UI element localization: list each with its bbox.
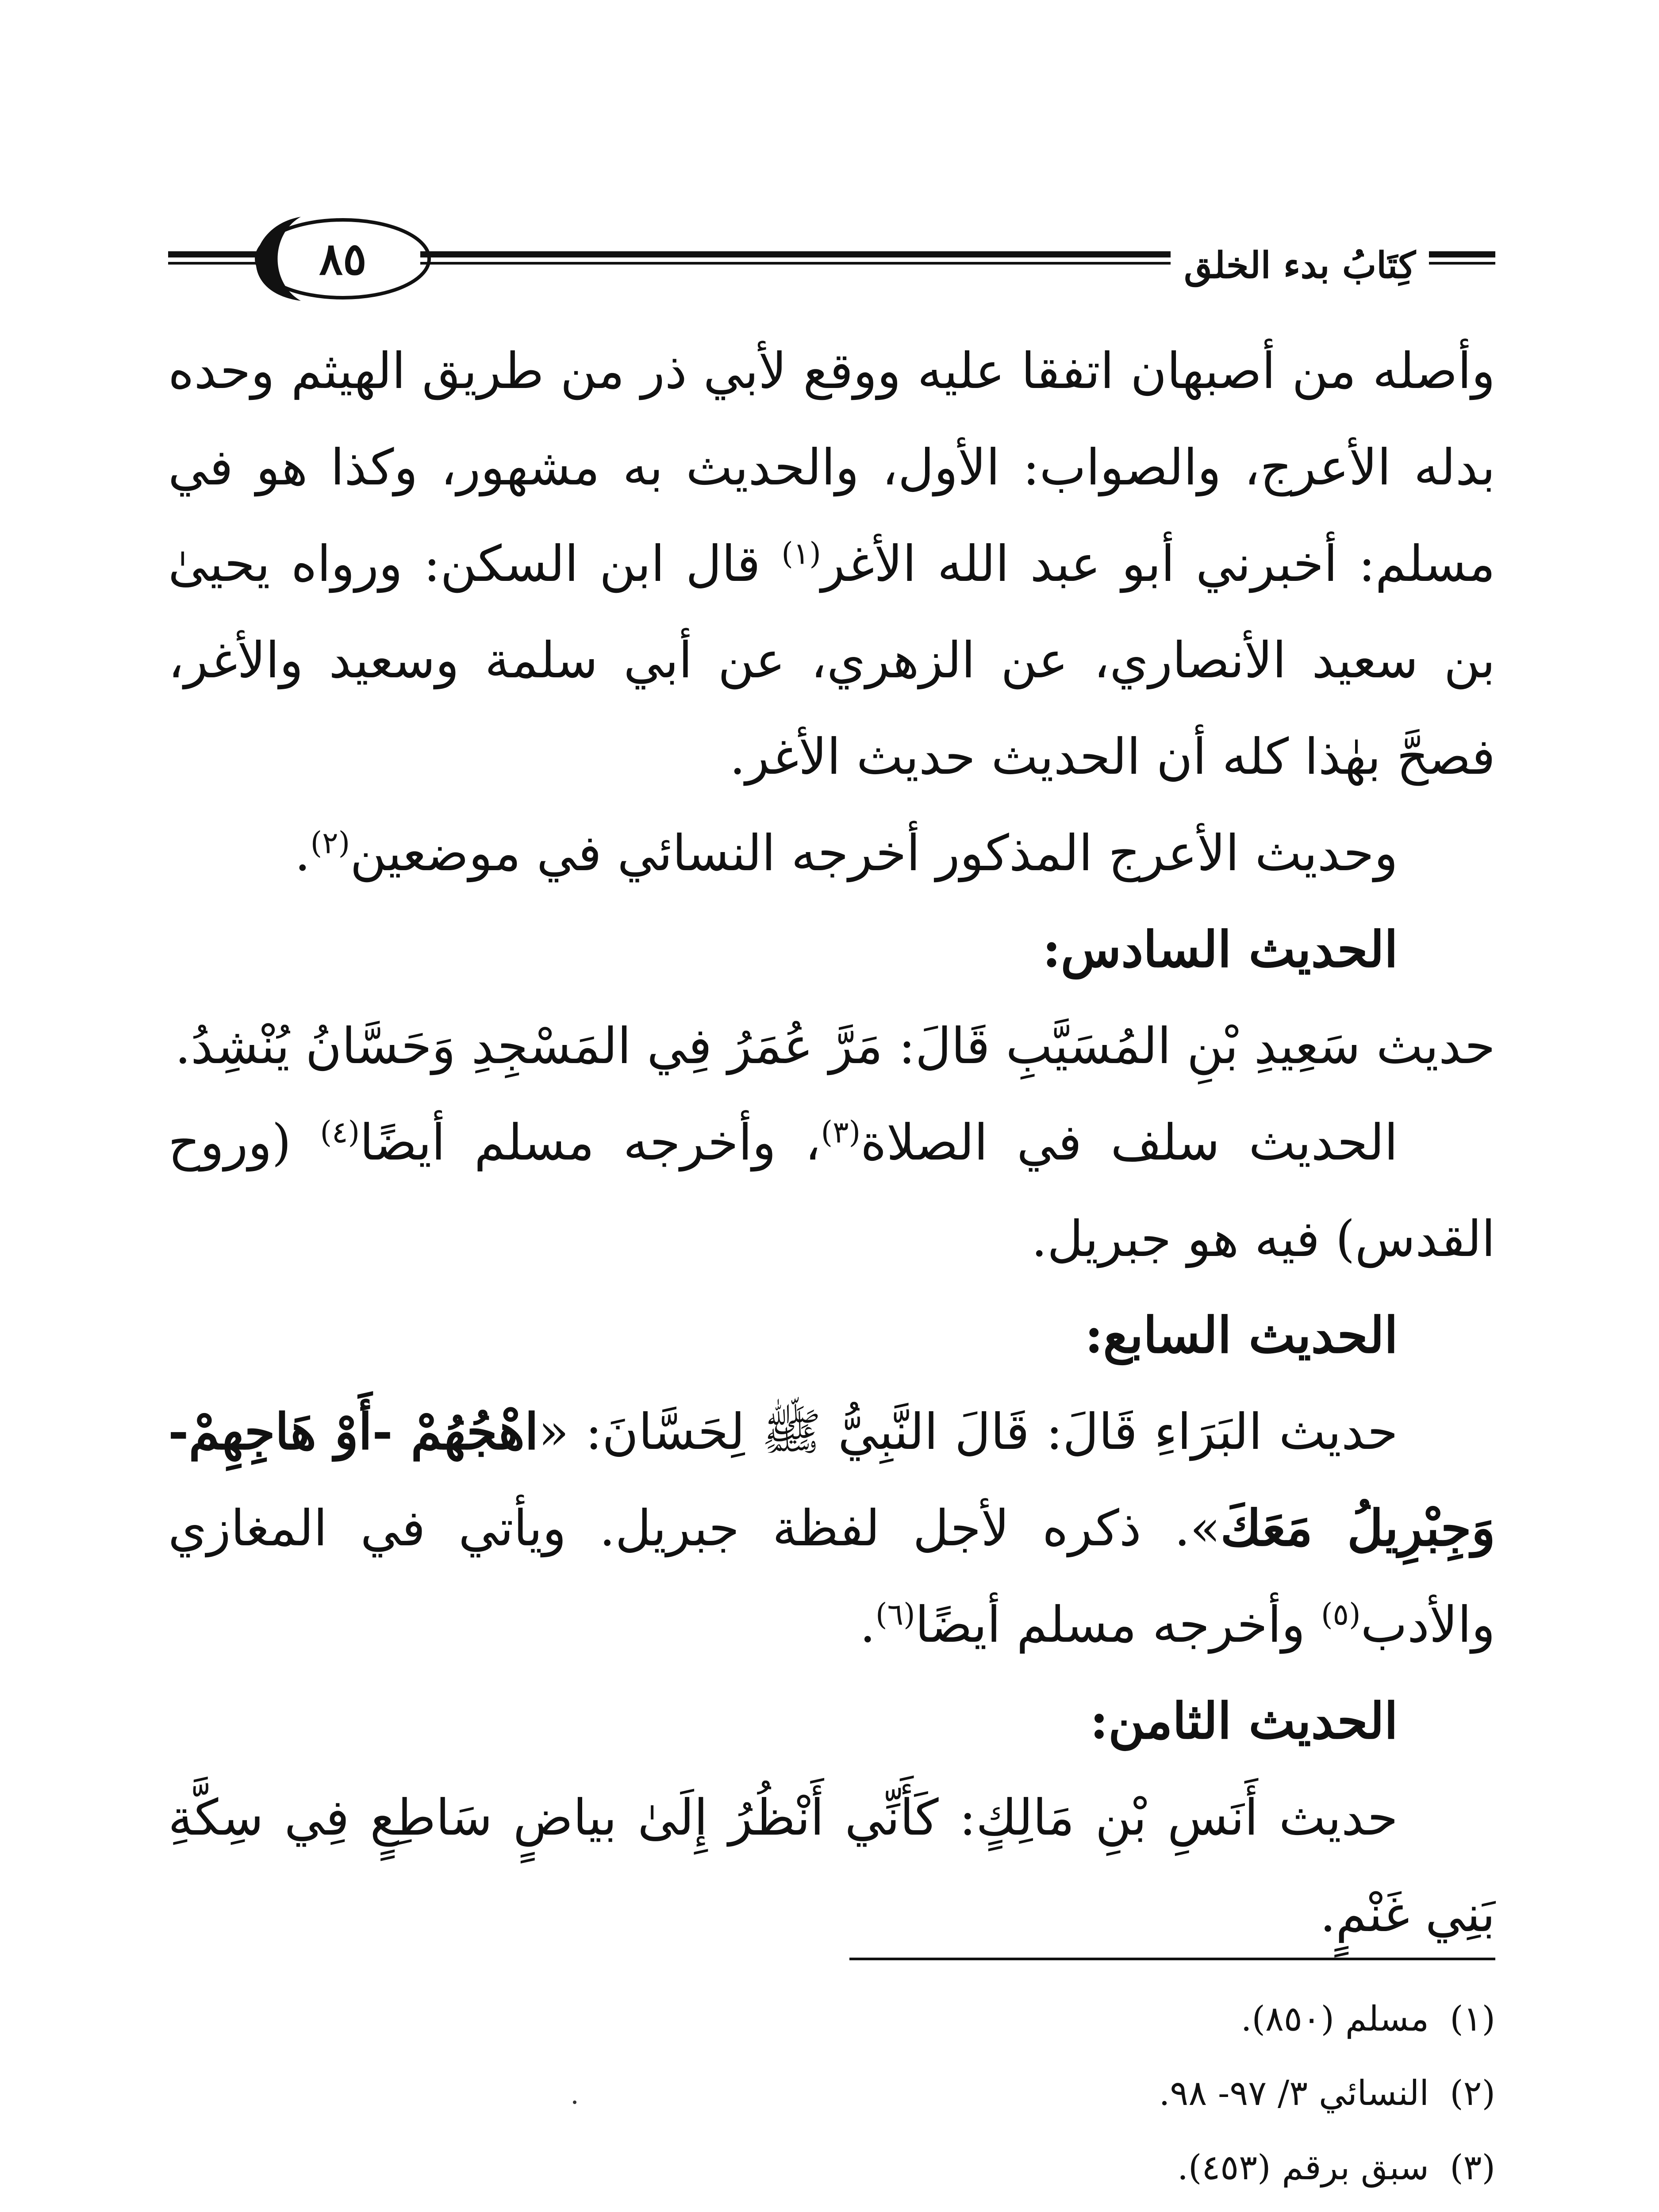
page-header [168,208,1495,310]
footnote-number: (١) [1450,1999,1495,2039]
heading-hadith-8: الحديث الثامن: [1090,1692,1398,1750]
running-title: كِتَابُ بدء الخلق [1171,234,1429,296]
paragraph-6: حديث أَنَسِ بْنِ مَالِكٍ: كَأَنِّي أَنْظُرُ إِلَىٰ بياضٍ سَاطِعٍ فِي سِكَّةِ بَنِي غَنْمٍ. [168,1789,1495,1943]
paragraph-4 [168,1094,1495,1287]
footnote-1 [168,1982,1495,2056]
paragraph-5 [168,1384,1495,1673]
footnote-number: (٣) [1450,2148,1495,2188]
footnote-number [1429,2205,1495,2212]
main-text [168,323,1495,1962]
footnote-ref-3: (٣) [821,1115,861,1150]
text-run: ، وأخرجه مسلم أيضًا [360,1114,821,1171]
text-run: . [295,825,311,882]
footnote-text: سبق برقم (٤٥٣). [1177,2148,1429,2188]
footnote-2 [168,2056,1495,2131]
footnote-text: مسلم (٨٥٠). [1240,1999,1429,2039]
footnote-ref-5: (٥) [1321,1597,1361,1632]
footnote-separator [849,1958,1495,1960]
text-run: . [860,1596,876,1654]
text-run: وأصله من أصبهان اتفقا عليه ووقع لأبي ذر من طريق الهيثم وحده بدله الأعرج، والصواب: الأول، والحديث به مشهور، وكذا هو في مسلم: أخبرني أبو عبد الله الأغر [168,342,1495,593]
footnote-ref-6: (٦) [876,1597,915,1632]
footnote-ref-4: (٤) [320,1115,360,1150]
footnote-3 [168,2131,1495,2205]
footnotes [168,1982,1495,2212]
text-run: الحديث سلف في الصلاة [860,1114,1398,1171]
text-run: وأخرجه مسلم أيضًا [915,1596,1321,1654]
footnote-4 [168,2205,1495,2212]
heading-hadith-7: الحديث السابع: [1085,1306,1398,1364]
page-number: ٨٥ [319,233,367,285]
paragraph-1 [168,323,1495,805]
text-run: قال ابن السكن: ورواه يحيىٰ بن سعيد الأنصاري، عن الزهري، عن أبي سلمة وسعيد والأغر، فصحَّ بهٰذا كله أن الحديث حديث الأغر. [168,535,1495,786]
paragraph-3: حديث سَعِيدِ بْنِ المُسَيَّبِ قَالَ: مَرَّ عُمَرُ فِي المَسْجِدِ وَحَسَّانُ يُنْشِدُ. [175,1018,1495,1075]
heading-hadith-6: الحديث السادس: [1042,921,1398,979]
text-run: (وروح القدس) فيه هو جبريل. [168,1114,1495,1268]
footnote-text: النسائي ٣/ ٩٧- ٩٨. [1159,2074,1429,2113]
text-run: ». ذكره لأجل لفظة جبريل. ويأتي في المغازي والأدب [168,1500,1495,1654]
footnote-ref-2: (٢) [310,826,350,861]
footnote-number: (٢) [1450,2074,1495,2113]
paragraph-2 [168,805,1495,902]
text-run: حديث البَرَاءِ قَالَ: قَالَ النَّبِيُّ ﷺ لِحَسَّانَ: « [538,1403,1398,1461]
footnote-ref-1: (١) [781,536,821,572]
quoted-hadith: اهْجُهُمْ -أَوْ هَاجِهِمْ- وَجِبْرِيلُ مَعَكَ [168,1403,1496,1557]
footnote-text [168,2205,1429,2212]
text-run: وحديث الأعرج المذكور أخرجه النسائي في موضعين [350,825,1398,882]
